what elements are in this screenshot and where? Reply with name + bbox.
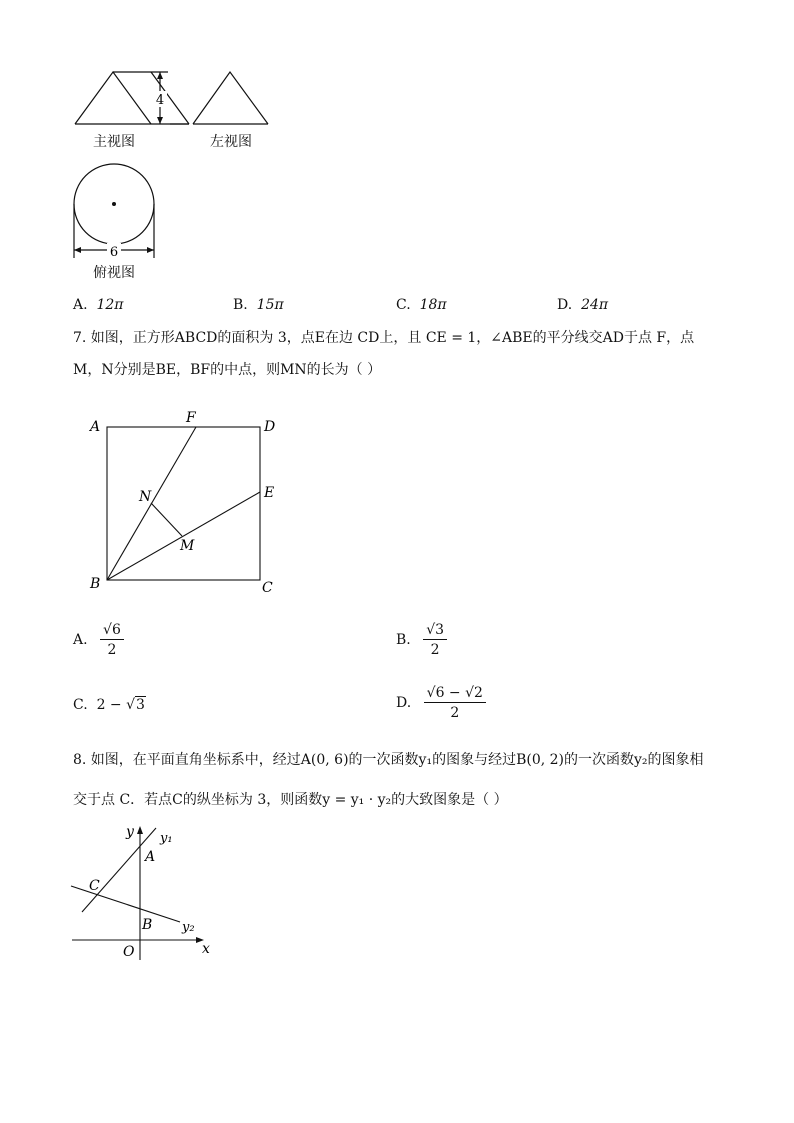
q7-option-a[interactable]: A. $\frac{√6}{2}$ xyxy=(73,622,124,658)
label-b: B xyxy=(142,917,153,933)
line-y2 xyxy=(71,886,180,922)
diameter-label: 6 xyxy=(109,245,119,260)
label-y2: y₂ xyxy=(182,920,195,935)
label-y: y xyxy=(126,824,134,840)
label-b: B xyxy=(90,576,101,592)
label-c: C xyxy=(262,580,273,596)
fraction: $\frac{√6 - √2}{2}$ xyxy=(424,685,486,721)
label-o: O xyxy=(123,944,135,960)
fraction: $\frac{√6}{2}$ xyxy=(100,622,124,658)
q7-stem-line1: 7. 如图，正方形ABCD的面积为 3，点E在边 CD上，且 CE = 1，∠ABE的平分线交AD于点 F，点 xyxy=(73,330,695,346)
q6-option-c[interactable]: C. 18π xyxy=(396,297,447,313)
q6-option-b[interactable]: B. 15π xyxy=(233,297,284,313)
label-d: D xyxy=(264,419,276,435)
label-m: M xyxy=(180,538,195,554)
label-a: A xyxy=(90,419,101,435)
label-a: A xyxy=(145,849,156,865)
label-e: E xyxy=(264,485,275,501)
top-view-caption: 俯视图 xyxy=(93,265,135,281)
q8-stem-line2: 交于点 C．若点C的纵坐标为 3，则函数y = y₁ · y₂的大致图象是（ ） xyxy=(73,792,508,808)
q7-option-b[interactable]: B. $\frac{√3}{2}$ xyxy=(396,622,447,658)
y-axis-arrow-icon xyxy=(137,826,143,834)
q6-option-a[interactable]: A. 12π xyxy=(73,297,124,313)
q6-option-d[interactable]: D. 24π xyxy=(557,297,609,313)
left-view-caption: 左视图 xyxy=(210,134,252,150)
label-y1: y₁ xyxy=(160,831,173,846)
q7-option-d[interactable]: D. $\frac{√6 - √2}{2}$ xyxy=(396,685,486,721)
height-label: 4 xyxy=(155,93,165,108)
line-y1 xyxy=(82,828,156,912)
q8-stem-line1: 8. 如图，在平面直角坐标系中，经过A(0, 6)的一次函数y₁的图象与经过B(0, 2)的一次函数y₂的图象相 xyxy=(73,752,704,768)
q7-option-c[interactable]: C. 2 − √3 xyxy=(73,697,145,713)
label-x: x xyxy=(202,941,210,957)
label-c: C xyxy=(89,878,100,894)
fraction: $\frac{√3}{2}$ xyxy=(423,622,447,658)
label-n: N xyxy=(139,489,152,505)
label-f: F xyxy=(186,410,196,426)
front-view-caption: 主视图 xyxy=(93,134,135,150)
q7-stem-line2: M，N分别是BE，BF的中点，则MN的长为（ ） xyxy=(73,362,382,378)
